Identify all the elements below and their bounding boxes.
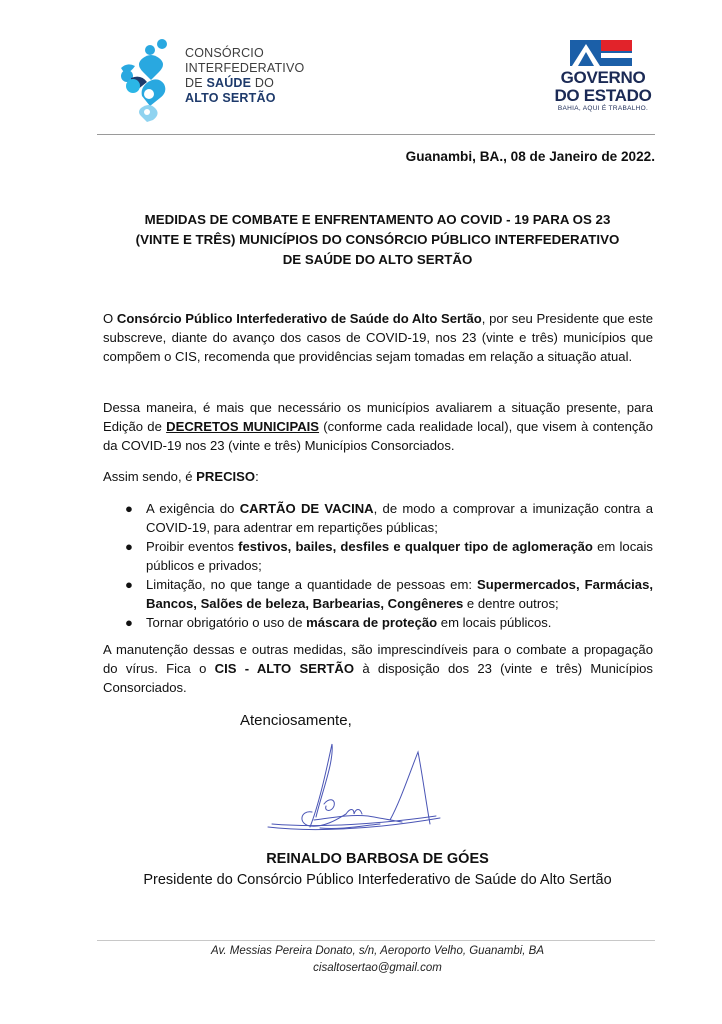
p1-post: , por seu Presidente que este subscreve, diante do avanço dos casos de COVID-19, nos 23 (vinte e três) municípios que compõem o CIS, recomenda que providências sejam tomadas em relação a situação atual. <box>103 311 653 364</box>
bullet-bold: Supermercados, Farmácias, Bancos, Salões de beleza, Barbearias, Congêneres <box>146 577 654 611</box>
closing-salutation: Atenciosamente, <box>240 712 352 729</box>
bullet-icon: ● <box>125 501 133 516</box>
cis-logo-line3-prefix: DE <box>185 76 207 90</box>
gov-logo-word1: GOVERNO <box>560 68 646 87</box>
title-line2: (VINTE E TRÊS) MUNICÍPIOS DO CONSÓRCIO PÚBLICO INTERFEDERATIVO <box>135 232 620 247</box>
p2-post: (conforme cada realidade local), que visem à contenção da COVID-19 nos 23 (vinte e três) Municípios Consorciados. <box>103 419 653 453</box>
title-line1: MEDIDAS DE COMBATE E ENFRENTAMENTO AO COVID - 19 PARA OS 23 <box>144 212 611 227</box>
bullet-text: e dentre outros; <box>463 596 559 611</box>
p1-pre: O <box>103 311 117 326</box>
list-item <box>103 613 653 632</box>
bullet-bold: CARTÃO DE VACINA <box>239 501 374 516</box>
paragraph-decretos <box>103 398 653 455</box>
cis-logo-text <box>185 46 304 106</box>
bullet-bold: máscara de proteção <box>306 615 438 630</box>
cis-logo-line4: ALTO SERTÃO <box>185 91 276 105</box>
p4-pre: A manutenção dessas e outras medidas, são imprescindíveis para o combate a propagação do vírus. Fica o <box>103 642 653 676</box>
date-line: Guanambi, BA., 08 de Janeiro de 2022. <box>405 149 655 164</box>
cis-logo-line3-suffix: DO <box>251 76 275 90</box>
list-item <box>103 537 653 575</box>
bullet-icon: ● <box>125 539 133 554</box>
bullet-text: Tornar obrigatório o uso de <box>146 615 307 630</box>
title-line3: DE SAÚDE DO ALTO SERTÃO <box>282 252 473 267</box>
p3-bold: PRECISO <box>196 469 256 484</box>
paragraph-conclusion <box>103 640 653 697</box>
p4-post: à disposição dos 23 (vinte e três) Municípios Consorciados. <box>103 661 653 695</box>
bullet-text: em locais públicos e privados; <box>146 539 653 573</box>
p2-pre: Dessa maneira, é mais que necessário os municípios avaliarem a situação presente, para Edição de <box>103 400 653 434</box>
bullet-text: Limitação, no que tange a quantidade de pessoas em: <box>146 577 477 592</box>
bullet-text: , de modo a comprovar a imunização contra a COVID-19, para adentrar em repartições públicas; <box>146 501 653 535</box>
footer-email: cisaltosertao@gmail.com <box>313 962 442 974</box>
bullet-bold: festivos, bailes, desfiles e qualquer tipo de aglomeração <box>238 539 593 554</box>
document-title <box>100 210 655 270</box>
bullet-icon: ● <box>125 577 133 592</box>
cis-logo-line3-bold: SAÚDE <box>206 76 252 90</box>
bullet-text: em locais públicos. <box>437 615 552 630</box>
p3-pre: Assim sendo, é <box>103 469 197 484</box>
governo-bahia-logo <box>548 38 658 114</box>
bullet-text: Proibir eventos <box>146 539 239 554</box>
p2-bold-underline: DECRETOS MUNICIPAIS <box>166 419 320 434</box>
footer-address: Av. Messias Pereira Donato, s/n, Aeroporto Velho, Guanambi, BA <box>210 945 545 957</box>
footer-divider <box>97 940 655 941</box>
list-item <box>103 499 653 537</box>
bullet-icon: ● <box>125 615 133 630</box>
cis-logo <box>113 38 313 122</box>
paragraph-preciso <box>103 467 653 486</box>
bahia-flag-icon <box>548 38 658 68</box>
p1-bold: Consórcio Público Interfederativo de Saúde do Alto Sertão <box>116 311 482 326</box>
bullet-text: A exigência do <box>146 501 240 516</box>
p4-bold: CIS - ALTO SERTÃO <box>214 661 355 676</box>
header-divider <box>97 134 655 135</box>
measures-list <box>103 499 653 632</box>
cis-logo-line2: INTERFEDERATIVO <box>185 61 305 75</box>
cis-logo-line1: CONSÓRCIO <box>185 46 264 60</box>
gov-logo-slogan: BAHIA, AQUI É TRABALHO. <box>557 105 649 112</box>
p3-post: : <box>255 469 259 484</box>
gov-logo-word2: DO ESTADO <box>554 86 652 105</box>
list-item <box>103 575 653 613</box>
cis-emblem-icon <box>113 38 183 122</box>
signer-name: REINALDO BARBOSA DE GÓES <box>266 851 489 867</box>
signature-icon <box>250 732 460 852</box>
paragraph-intro <box>103 309 653 366</box>
signer-title: Presidente do Consórcio Público Interfederativo de Saúde do Alto Sertão <box>143 872 612 888</box>
cis-logo-line3 <box>185 76 304 91</box>
